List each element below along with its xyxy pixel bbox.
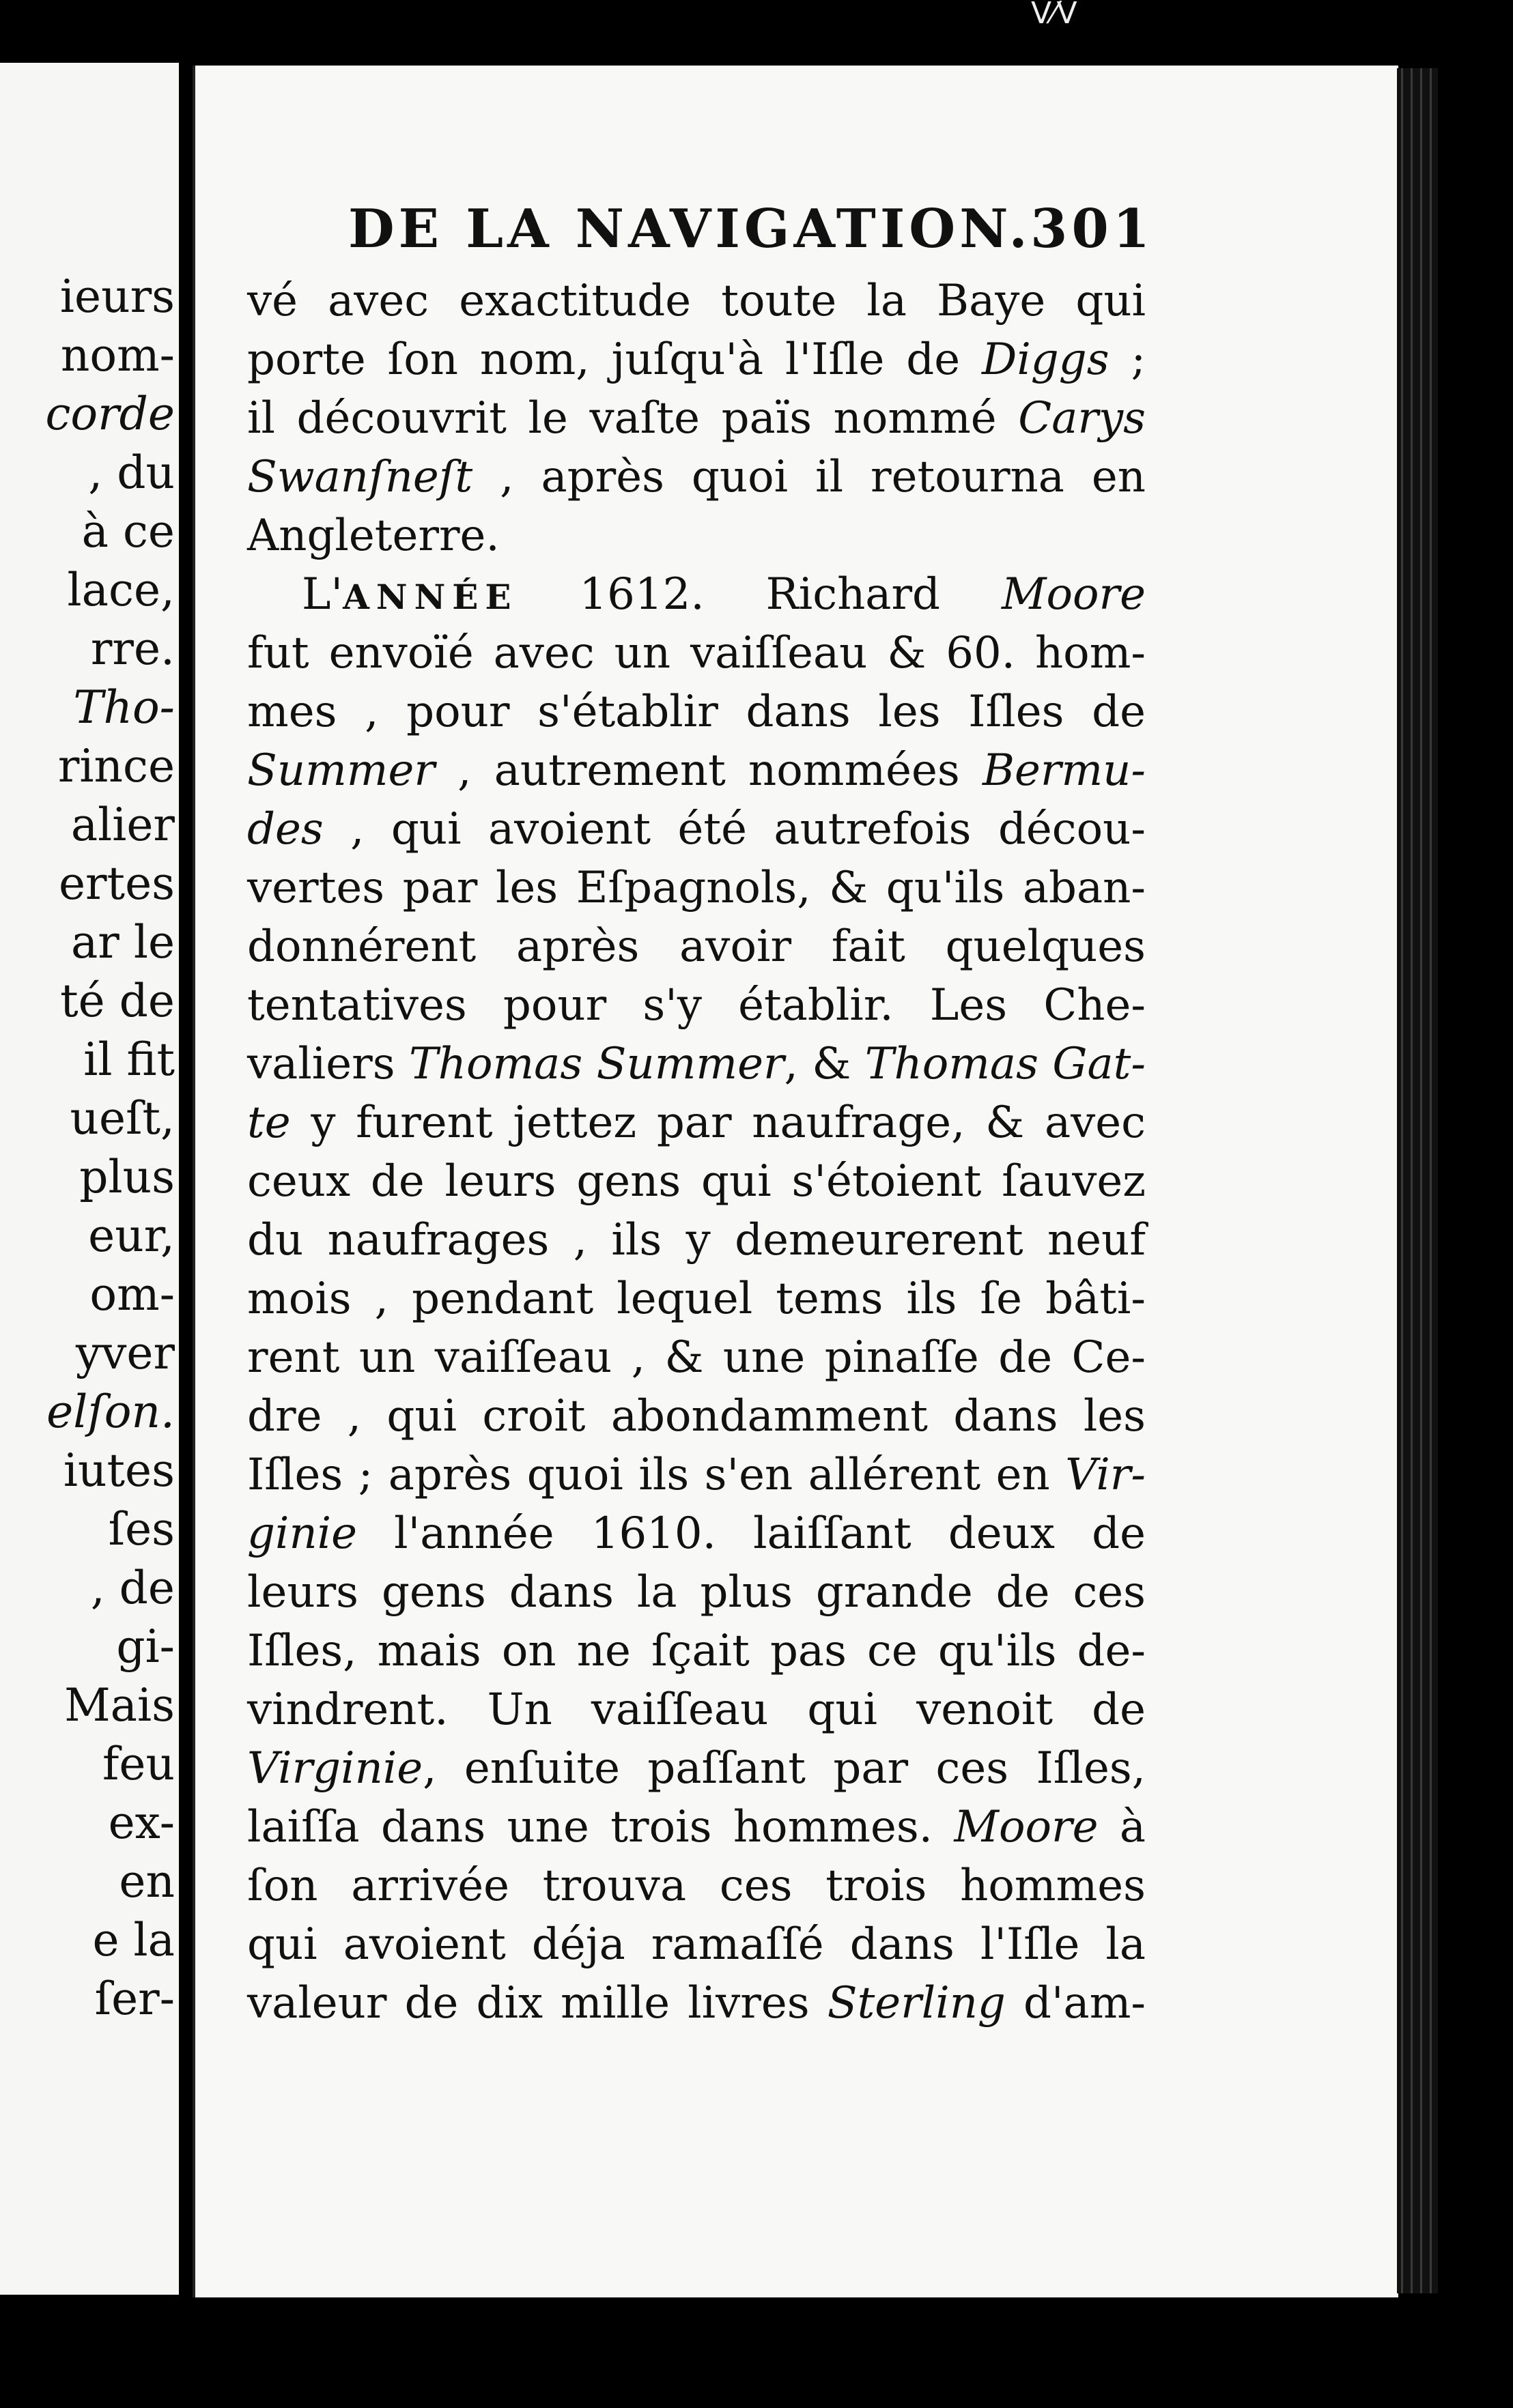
text-line xyxy=(247,741,1146,800)
text-line xyxy=(247,1387,1146,1446)
left-text-line: ex- xyxy=(108,1796,175,1849)
text-line xyxy=(247,859,1146,917)
text-segment: fut envoïé avec un vaiſſeau & 60. hom- xyxy=(247,628,1146,678)
left-text-line: , du xyxy=(88,446,175,499)
text-segment: donnérent après avoir fait quelques xyxy=(247,921,1146,972)
text-segment: mes , pour s'établir dans les Iſles de xyxy=(247,687,1146,737)
text-segment: du naufrages , ils y demeurerent neuf xyxy=(247,1215,1146,1265)
italic-text: Virginie xyxy=(247,1743,423,1794)
text-segment: dre , qui croit abondamment dans les xyxy=(247,1391,1146,1442)
left-text-line: ar le xyxy=(70,916,175,969)
text-line xyxy=(247,917,1146,976)
text-line xyxy=(247,976,1146,1035)
left-text-line: ſer- xyxy=(94,1973,175,2025)
text-line xyxy=(247,1270,1146,1328)
italic-text: Vir- xyxy=(1065,1450,1146,1500)
text-line xyxy=(247,1504,1146,1563)
left-facing-page xyxy=(0,63,179,2295)
text-line xyxy=(247,1798,1146,1857)
left-text-line: ſes xyxy=(108,1503,175,1556)
text-segment: , autrement nommées xyxy=(434,745,982,796)
italic-text: Summer xyxy=(247,745,435,796)
text-line xyxy=(247,506,1146,565)
italic-text: Thomas Summer xyxy=(409,1039,784,1089)
left-text-line: Tho- xyxy=(73,681,175,734)
text-segment: , & xyxy=(784,1039,865,1089)
left-text-line: corde xyxy=(45,388,175,440)
text-segment: y furent jettez par naufrage, & avec xyxy=(290,1098,1146,1148)
text-segment: porte ſon nom, juſqu'à l'Iſle de xyxy=(247,334,982,385)
italic-text: Thomas Gat- xyxy=(864,1039,1146,1089)
left-page-text xyxy=(0,268,175,2029)
italic-text: Moore xyxy=(1001,569,1146,620)
left-text-line: om- xyxy=(89,1268,175,1321)
text-segment: vé avec exactitude toute la Baye qui xyxy=(247,276,1146,326)
left-text-line: en xyxy=(119,1855,175,1908)
left-text-line: iutes xyxy=(63,1444,175,1497)
text-segment: vindrent. Un vaiſſeau qui venoit de xyxy=(247,1685,1146,1735)
left-text-line: eur, xyxy=(88,1209,175,1262)
text-segment: qui avoient déja ramaſſé dans l'Iſle la xyxy=(247,1919,1146,1970)
text-segment: Iſles, mais on ne ſçait pas ce qu'ils de- xyxy=(247,1626,1146,1676)
text-segment: tentatives pour s'y établir. Les Che- xyxy=(247,980,1146,1031)
text-segment: mois , pendant lequel tems ils ſe bâti- xyxy=(247,1274,1146,1324)
text-line xyxy=(247,1915,1146,1974)
text-segment: vertes par les Eſpagnols, & qu'ils aban- xyxy=(247,863,1146,913)
text-segment: d'am- xyxy=(1005,1978,1146,2029)
text-segment: Angleterre. xyxy=(247,511,500,561)
text-line xyxy=(247,1974,1146,2033)
left-text-line: e la xyxy=(92,1914,175,1966)
italic-text: Bermu- xyxy=(982,745,1146,796)
text-line xyxy=(247,565,1146,624)
text-line xyxy=(247,1680,1146,1739)
text-line xyxy=(247,1739,1146,1798)
body-text xyxy=(247,272,1146,2033)
text-segment: Iſles ; après quoi ils s'en allérent en xyxy=(247,1450,1066,1500)
text-segment: ceux de leurs gens qui s'étoient ſauvez xyxy=(247,1156,1146,1207)
text-segment: valeur de dix mille livres xyxy=(247,1978,828,2029)
text-line xyxy=(247,1211,1146,1270)
text-line xyxy=(247,800,1146,859)
text-line xyxy=(247,683,1146,741)
left-text-line: rre. xyxy=(90,622,175,675)
text-line xyxy=(247,272,1146,330)
text-line xyxy=(247,448,1146,506)
text-line xyxy=(247,1152,1146,1211)
left-text-line: alier xyxy=(70,799,175,851)
left-text-line: rince xyxy=(57,740,175,792)
text-segment: valiers xyxy=(247,1039,410,1089)
italic-text: des xyxy=(247,804,324,855)
left-text-line: à ce xyxy=(81,505,175,558)
text-line xyxy=(247,1328,1146,1387)
text-segment: ſon arrivée trouva ces trois hommes xyxy=(247,1861,1146,1911)
text-segment: rent un vaiſſeau , & une pinaſſe de Ce- xyxy=(247,1332,1146,1383)
italic-text: Sterling xyxy=(827,1978,1006,2029)
left-text-line: gi- xyxy=(116,1620,175,1673)
left-text-line: ieurs xyxy=(59,270,175,323)
left-text-line: nom- xyxy=(60,329,175,382)
text-segment: , qui avoient été autrefois décou- xyxy=(323,804,1146,855)
corner-mark: ᐯ⁄ᐯ xyxy=(1031,0,1077,31)
text-segment: à xyxy=(1098,1802,1146,1852)
italic-text: ginie xyxy=(247,1508,357,1559)
text-line xyxy=(247,1093,1146,1152)
text-line xyxy=(247,1035,1146,1093)
text-segment: ANNÉE xyxy=(343,577,518,617)
text-line xyxy=(247,1857,1146,1915)
text-segment: il découvrit le vaſte païs nommé xyxy=(247,393,1019,444)
left-text-line: té de xyxy=(60,975,175,1027)
left-text-line: lace, xyxy=(67,564,175,616)
left-text-line: Mais xyxy=(64,1679,175,1732)
text-line xyxy=(247,1446,1146,1504)
left-text-line: il fit xyxy=(83,1033,175,1086)
italic-text: Diggs xyxy=(982,334,1109,385)
text-segment: , enſuite paſſant par ces Iſles, xyxy=(423,1743,1146,1794)
text-segment: laiſſa dans une trois hommes. xyxy=(247,1802,955,1852)
left-text-line: plus xyxy=(79,1151,175,1203)
text-segment: 1612. Richard xyxy=(518,569,1002,620)
left-text-line: , de xyxy=(90,1562,175,1614)
page-number: 301 xyxy=(1030,198,1154,260)
text-line xyxy=(247,389,1146,448)
text-line xyxy=(247,1622,1146,1680)
text-segment: l'année 1610. laiſſant deux de xyxy=(357,1508,1146,1559)
left-text-line: yver xyxy=(75,1327,175,1379)
running-title: DE LA NAVIGATION. xyxy=(348,198,1032,260)
page-edge-stack xyxy=(1397,68,1438,2293)
italic-text: Swanſneſt xyxy=(247,452,473,502)
italic-text: Carys xyxy=(1018,393,1146,444)
text-segment: leurs gens dans la plus grande de ces xyxy=(247,1567,1146,1618)
left-text-line: elſon. xyxy=(46,1386,175,1438)
running-header xyxy=(348,198,1154,273)
text-line xyxy=(247,1563,1146,1622)
text-segment: , après quoi il retourna en xyxy=(472,452,1146,502)
text-line xyxy=(247,330,1146,389)
text-line xyxy=(247,624,1146,683)
left-text-line: ertes xyxy=(58,857,175,910)
left-text-line: feu xyxy=(102,1738,175,1790)
text-segment: ; xyxy=(1109,334,1146,385)
left-text-line: ueſt, xyxy=(70,1092,175,1145)
italic-text: Moore xyxy=(954,1802,1099,1852)
italic-text: te xyxy=(247,1098,291,1148)
text-segment: L' xyxy=(302,569,343,620)
